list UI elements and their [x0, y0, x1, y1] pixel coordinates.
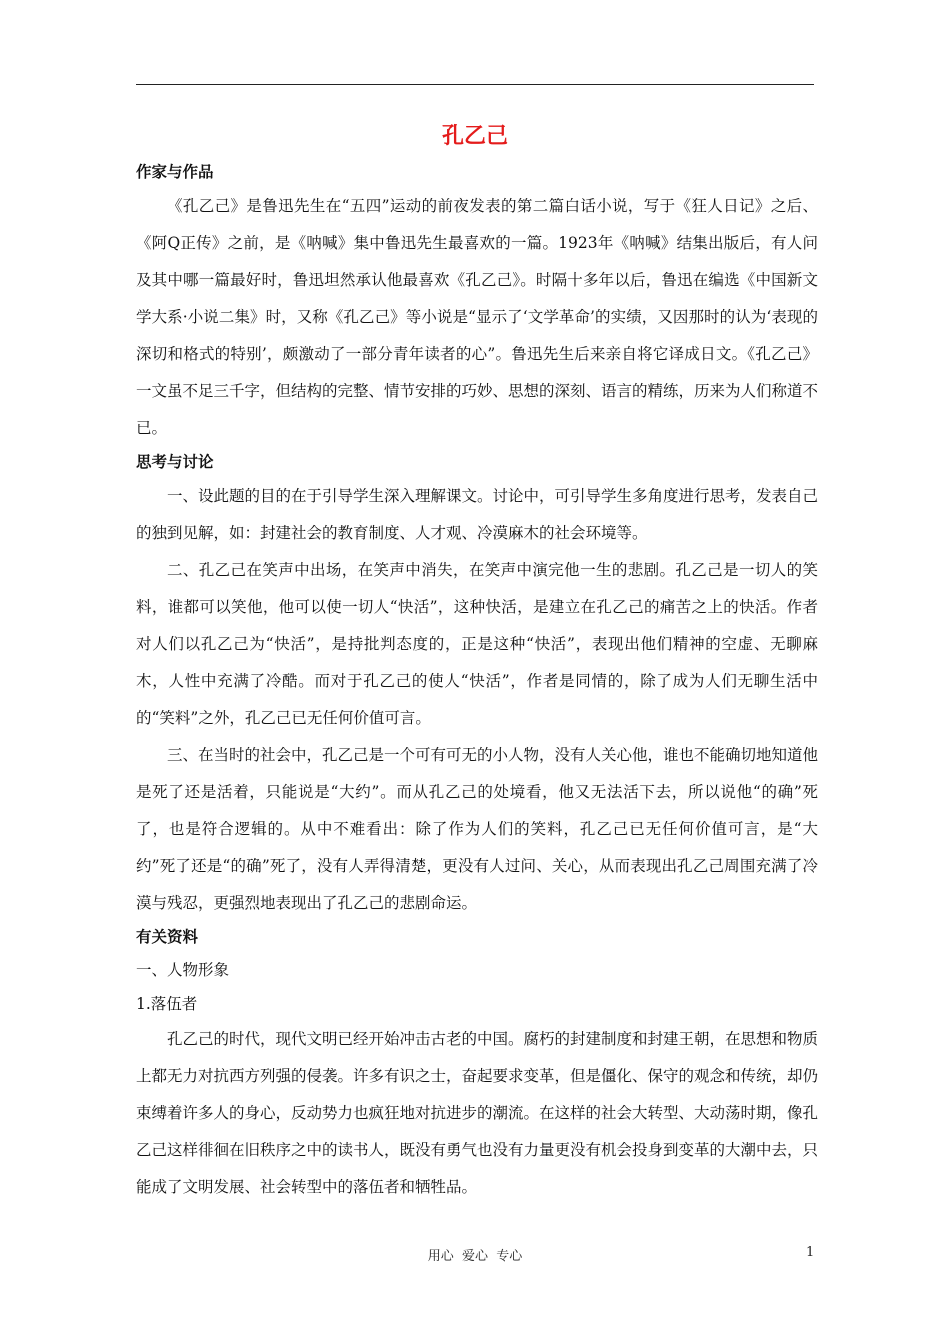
- section-heading-author-works: 作家与作品: [136, 163, 214, 181]
- discussion-paragraph-3: 三、在当时的社会中，孔乙己是一个可有可无的小人物，没有人关心他，谁也不能确切地知道他是死了还是活着，只能说是“大约”。而从孔乙己的处境看，他又无法活下去，所以说他“的确”死了，也是符合逻辑的。从中不难看出：除了作为人们的笑料，孔乙己已无任何价值可言，是“大约”死了还是“的确”死了，没有人弄得清楚，更没有人过问、关心，从而表现出孔乙己周围充满了冷漠与残忍，更强烈地表现出了孔乙己的悲剧命运。: [136, 746, 819, 912]
- discussion-paragraph-1: 一、设此题的目的在于引导学生深入理解课文。讨论中，可引导学生多角度进行思考，发表自己的独到见解，如：封建社会的教育制度、人才观、冷漠麻木的社会环境等。: [136, 487, 819, 542]
- author-works-paragraph: 《孔乙己》是鲁迅先生在“五四”运动的前夜发表的第二篇白话小说，写于《狂人日记》之后、《阿Q正传》之前，是《呐喊》集中鲁迅先生最喜欢的一篇。1923年《呐喊》结集出版后，有人问及其中哪一篇最好时，鲁迅坦然承认他最喜欢《孔乙己》。时隔十多年以后，鲁迅在编选《中国新文学大系·小说二集》时，又称《孔乙己》等小说是“显示了‘文学革命’的实绩，又因那时的认为‘表现的深切和格式的特别’，颇激动了一部分青年读者的心”。鲁迅先生后来亲自将它译成日文。《孔乙己》一文虽不足三千字，但结构的完整、情节安排的巧妙、思想的深刻、语言的精练，历来为人们称道不已。: [136, 197, 819, 437]
- page-number: 1: [806, 1245, 815, 1260]
- header-rule: [136, 84, 814, 85]
- section-heading-materials: 有关资料: [136, 928, 199, 946]
- section-heading-discussion: 思考与讨论: [136, 453, 214, 471]
- footer-motto: 用心 爱心 专心: [427, 1249, 523, 1264]
- materials-subheading: 一、人物形象: [136, 961, 230, 979]
- document-body: [136, 157, 818, 1206]
- materials-item-title: 1.落伍者: [136, 995, 198, 1013]
- page-title: 孔乙己: [441, 124, 508, 149]
- materials-paragraph: 孔乙己的时代，现代文明已经开始冲击古老的中国。腐朽的封建制度和封建王朝，在思想和物质上都无力对抗西方列强的侵袭。许多有识之士，奋起要求变革，但是僵化、保守的观念和传统，却仍束缚着许多人的身心，反动势力也疯狂地对抗进步的潮流。在这样的社会大转型、大动荡时期，像孔乙己这样徘徊在旧秩序之中的读书人，既没有勇气也没有力量更没有机会投身到变革的大潮中去，只能成了文明发展、社会转型中的落伍者和牺牲品。: [136, 1030, 819, 1196]
- discussion-paragraph-2: 二、孔乙己在笑声中出场，在笑声中消失，在笑声中演完他一生的悲剧。孔乙己是一切人的笑料，谁都可以笑他，他可以使一切人“快活”，这种快活，是建立在孔乙己的痛苦之上的快活。作者对人们以孔乙己为“快活”，是持批判态度的，正是这种“快活”，表现出他们精神的空虚、无聊麻木，人性中充满了冷酷。而对于孔乙己的使人“快活”，作者是同情的，除了成为人们无聊生活中的“笑料”之外，孔乙己已无任何价值可言。: [136, 561, 818, 727]
